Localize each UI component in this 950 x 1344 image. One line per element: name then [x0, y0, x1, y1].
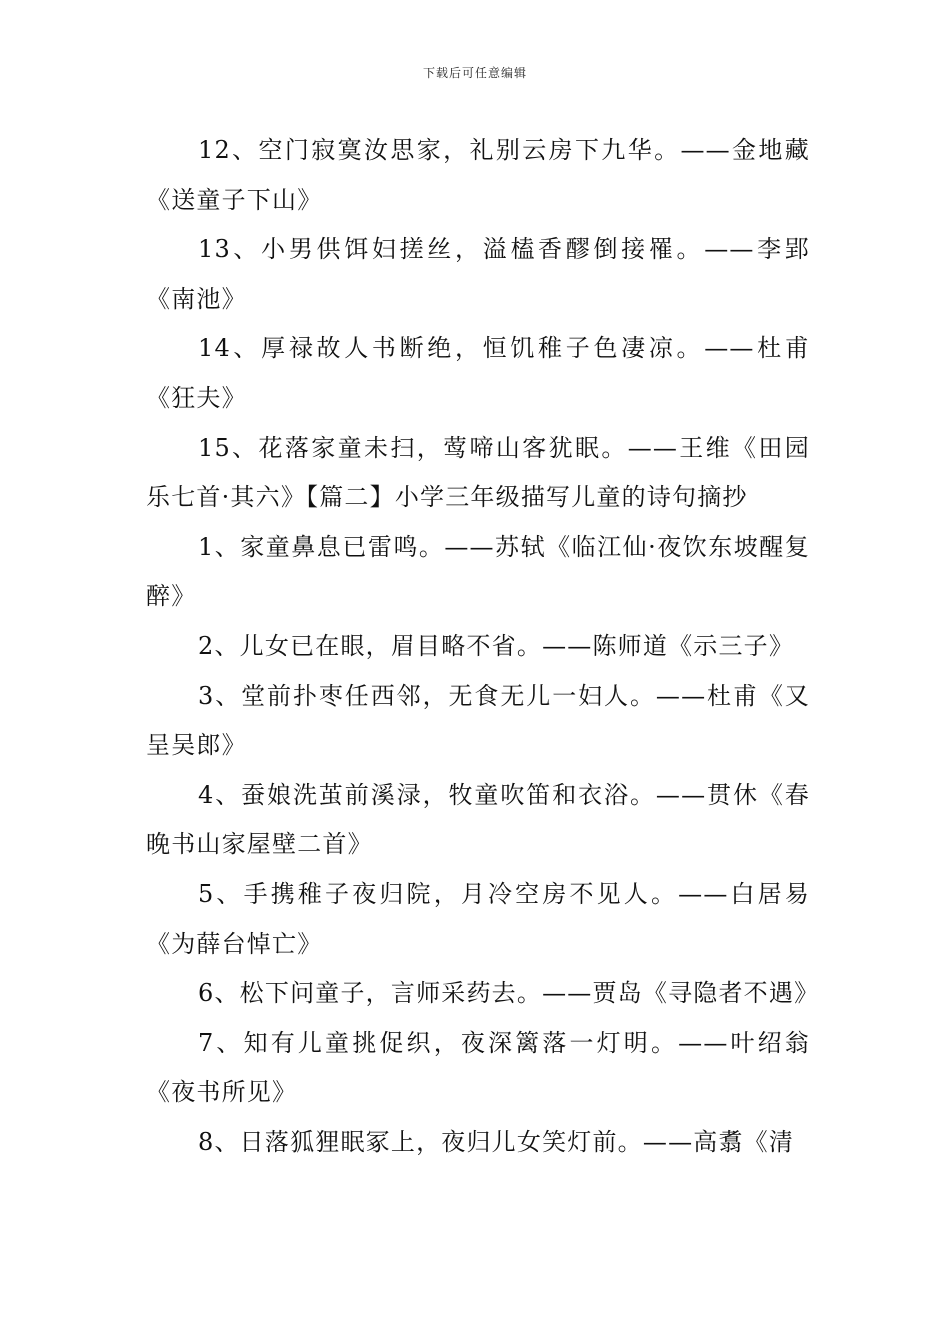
poem-line-2: 2、儿女已在眼，眉目略不省。——陈师道《示三子》 — [198, 631, 795, 660]
poem-line-1: 1、家童鼻息已雷鸣。——苏轼《临江仙·夜饮东坡醒复醉》 — [146, 532, 810, 611]
poem-line-8: 8、日落狐狸眠冢上，夜归儿女笑灯前。——高翥《清 — [198, 1127, 795, 1156]
page-header-note: 下载后可任意编辑 — [422, 66, 527, 80]
poem-line-15: 15、花落家童未扫，莺啼山客犹眠。——王维《田园乐七首·其六》【篇二】小学三年级描写儿童的诗句摘抄 — [146, 433, 810, 512]
poem-line-7: 7、知有儿童挑促织，夜深篱落一灯明。——叶绍翁《夜书所见》 — [146, 1028, 810, 1107]
poem-line-12: 12、空门寂寞汝思家，礼别云房下九华。——金地藏《送童子下山》 — [146, 136, 810, 214]
poem-line-3: 3、堂前扑枣任西邻，无食无儿一妇人。——杜甫《又呈吴郎》 — [146, 681, 810, 760]
poem-line-5: 5、手携稚子夜归院，月冷空房不见人。——白居易《为薛台悼亡》 — [146, 879, 810, 958]
poem-line-6: 6、松下问童子，言师采药去。——贾岛《寻隐者不遇》 — [198, 979, 820, 1008]
poem-line-14: 14、厚禄故人书断绝，恒饥稚子色凄凉。——杜甫《狂夫》 — [146, 334, 810, 412]
document-body — [146, 126, 820, 1167]
poem-line-4: 4、蚕娘洗茧前溪渌，牧童吹笛和衣浴。——贯休《春晚书山家屋壁二首》 — [146, 780, 810, 859]
poem-line-13: 13、小男供饵妇搓丝，溢榼香醪倒接罹。——李郢《南池》 — [146, 235, 810, 313]
